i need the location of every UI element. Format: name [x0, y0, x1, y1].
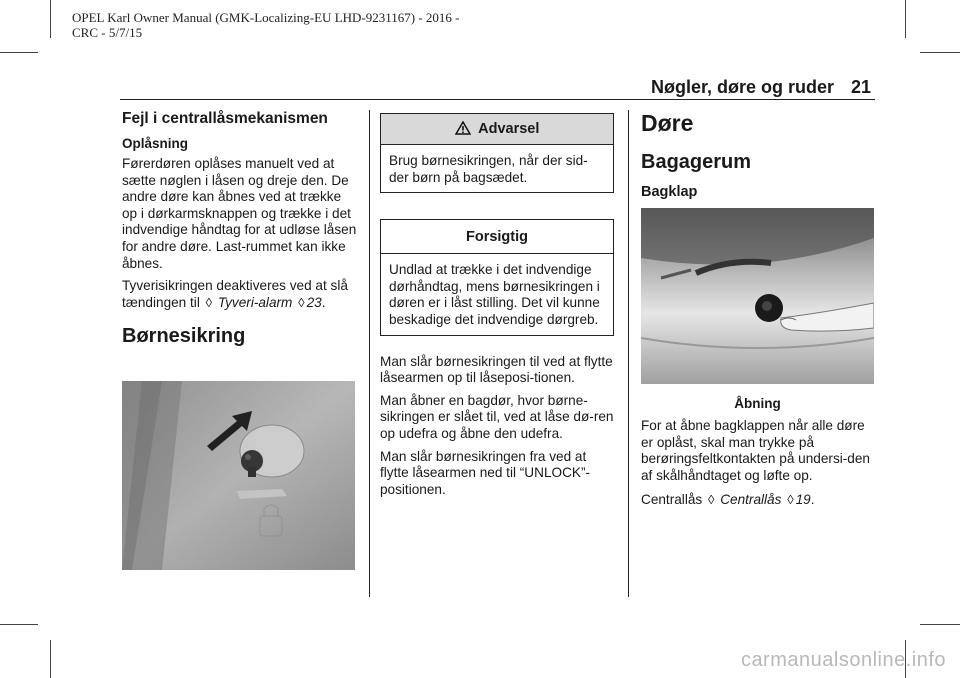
- watermark: carmanualsonline.info: [740, 649, 946, 671]
- warning-box: [380, 113, 614, 193]
- paragraph-alarm: Tyverisikringen deaktiveres ved at slå tændingen til ◊ Tyveri-alarm ◊ 23.: [122, 278, 348, 310]
- cross-reference-icon: ◊: [298, 294, 305, 310]
- paragraph-open-door: Man åbner en bagdør, hvor børne-sikringen er slået til, ved at låse dø-ren op udefra og åbne den udefra.: [380, 392, 614, 441]
- paragraph-disable: Man slår børnesikringen fra ved at flytte låsearmen ned til “UNLOCK”-positionen.: [380, 448, 591, 497]
- link-centrallas[interactable]: Centrallås: [720, 492, 782, 508]
- caution-body: [381, 254, 613, 334]
- child-lock-photo: [122, 381, 355, 570]
- crop-mark: [905, 0, 906, 38]
- child-lock-illustration: [122, 381, 355, 570]
- paragraph-unlocking: Førerdøren oplåses manuelt ved at sætte nøglen i låsen og dreje den. De andre døre kan åbnes ved at trække op i dørkarmsknappen og trække i det indvendige håndtag for at udløse låsen for andre døre. Last-rummet kan ikke åbnes.: [122, 156, 357, 271]
- warning-triangle-icon: [455, 121, 479, 137]
- caution-box: [380, 219, 614, 335]
- warning-body: [381, 145, 613, 192]
- cross-reference-icon: ◊: [787, 492, 794, 508]
- page-number: 21: [850, 77, 871, 97]
- warning-title: Advarsel: [478, 121, 540, 137]
- tailgate-photo: [641, 208, 874, 384]
- subheading-unlocking: Oplåsning: [122, 136, 189, 151]
- cross-reference-icon: ◊: [707, 492, 715, 508]
- paragraph-tailgate-open: For at åbne bagklappen når alle døre er oplåst, skal man trykke på berøringsfeltkontakten på undersi-den af skålhåndtaget og løfte op.: [641, 418, 870, 483]
- column-divider: [628, 110, 629, 597]
- heading-child-safety-lock: Børnesikring: [122, 325, 246, 348]
- caution-title: Forsigtig: [381, 220, 613, 254]
- column-2: [380, 113, 614, 504]
- crop-mark: [920, 624, 960, 625]
- caution-text: Undlad at trække i det indvendige dørhåndtag, mens børnesikringen i døren er i låst stilling. Det vil kunne beskadige det indvendige dørgreb.: [389, 262, 600, 327]
- column-3-text: [641, 418, 877, 515]
- crop-mark: [920, 52, 960, 53]
- warning-text: Brug børnesikringen, når der sid-der børn på bagsædet.: [389, 153, 588, 185]
- link-page-ref[interactable]: 23: [306, 294, 322, 310]
- crop-mark: [50, 640, 51, 678]
- crop-mark: [50, 0, 51, 38]
- link-page-ref[interactable]: 19: [795, 492, 811, 508]
- crop-mark: [0, 52, 38, 53]
- image-caption-opening: Åbning: [734, 396, 781, 411]
- cross-reference-icon: ◊: [205, 294, 213, 310]
- heading-tailgate: Bagklap: [641, 184, 698, 200]
- header-rule: [120, 99, 875, 100]
- column-1: [122, 108, 358, 348]
- heading-central-lock-fault: Fejl i centrallåsmekanismen: [122, 110, 328, 127]
- print-meta-line2: CRC - 5/7/15: [72, 25, 143, 40]
- section-title: Nøgler, døre og ruder: [650, 77, 834, 97]
- print-meta: [72, 10, 460, 40]
- column-3: [641, 110, 877, 205]
- heading-trunk: Bagagerum: [641, 151, 752, 173]
- link-tyverialarm[interactable]: Tyveri-alarm: [217, 294, 293, 310]
- column-divider: [369, 110, 370, 597]
- heading-doors: Døre: [641, 110, 694, 136]
- print-meta-line1: OPEL Karl Owner Manual (GMK-Localizing-EU LHD-9231167) - 2016 -: [72, 10, 460, 25]
- paragraph-central-lock-ref: Centrallås ◊ Centrallås ◊ 19.: [641, 492, 815, 508]
- warning-header: [381, 114, 613, 145]
- crop-mark: [0, 624, 38, 625]
- child-lock-instructions: [380, 354, 614, 499]
- paragraph-enable: Man slår børnesikringen til ved at flytte låsearmen op til låseposi-tionen.: [380, 353, 613, 386]
